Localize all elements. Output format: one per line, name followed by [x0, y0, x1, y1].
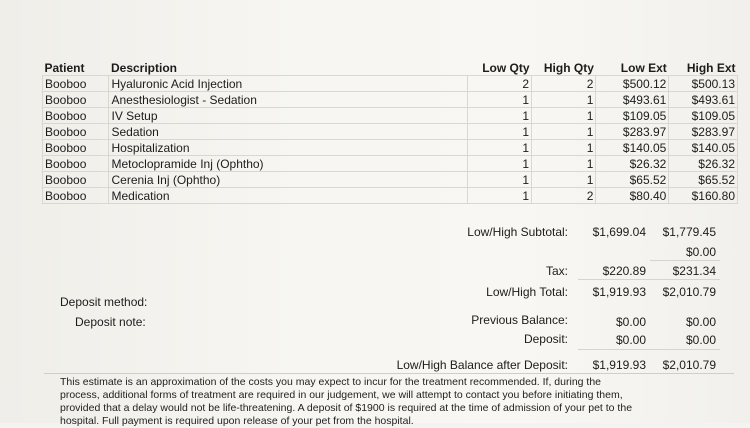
- adjustment-high-value: $0.00: [685, 245, 716, 259]
- deposit-note-label: Deposit note:: [75, 315, 146, 329]
- cell-patient: Booboo: [43, 156, 109, 172]
- tax-high-value: $231.34: [672, 264, 716, 278]
- cell-high-qty: 1: [532, 92, 596, 108]
- deposit-low-value: $0.00: [615, 333, 646, 347]
- total-label: Low/High Total:: [486, 285, 568, 299]
- column-header-low-ext: Low Ext: [620, 61, 667, 75]
- tax-label: Tax:: [545, 264, 568, 278]
- cell-description: Medication: [109, 188, 467, 204]
- column-header-high-qty: High Qty: [543, 61, 594, 75]
- cell-high-qty: 1: [532, 108, 596, 124]
- cell-description: Sedation: [109, 124, 467, 140]
- cell-patient: Booboo: [43, 140, 109, 156]
- cell-low-qty: 1: [467, 124, 531, 140]
- disclaimer-line: This estimate is an approximation of the costs you may expect to incur for the treatment recommended. If, during the: [60, 376, 602, 388]
- divider: [650, 260, 720, 261]
- cell-low-ext: $26.32: [596, 156, 669, 172]
- column-header-description: Description: [110, 61, 177, 75]
- disclaimer-line: hospital. Full payment is required upon release of your pet from the hospital.: [60, 415, 414, 427]
- table-row: [43, 124, 738, 140]
- table-row: [43, 92, 738, 108]
- divider: [578, 279, 720, 280]
- column-header-high-ext: High Ext: [686, 61, 736, 75]
- cell-high-ext: $109.05: [669, 108, 738, 124]
- cell-low-qty: 1: [467, 188, 531, 204]
- deposit-method-label: Deposit method:: [60, 295, 148, 309]
- cell-patient: Booboo: [43, 76, 109, 92]
- subtotal-low-value: $1,699.04: [592, 225, 646, 239]
- cell-description: Anesthesiologist - Sedation: [109, 92, 467, 108]
- cell-high-qty: 2: [532, 188, 596, 204]
- table-header-row: [43, 61, 738, 76]
- cell-low-ext: $109.05: [596, 108, 669, 124]
- subtotal-high-value: $1,779.45: [662, 225, 716, 239]
- cell-low-ext: $493.61: [596, 92, 669, 108]
- table-row: [43, 188, 738, 204]
- cell-high-qty: 1: [532, 172, 596, 188]
- cell-high-ext: $26.32: [669, 156, 738, 172]
- cell-low-qty: 1: [467, 108, 531, 124]
- cell-description: IV Setup: [109, 108, 467, 124]
- table-row: [43, 140, 738, 156]
- cell-low-qty: 1: [467, 156, 531, 172]
- total-high-value: $2,010.79: [662, 285, 716, 299]
- balance-after-deposit-label: Low/High Balance after Deposit:: [396, 358, 568, 372]
- estimate-disclaimer: [60, 376, 730, 428]
- disclaimer-line: provided that a delay would not be life-threatening. A deposit of $1900 is required at the time of admission of your pet to the: [60, 402, 633, 414]
- disclaimer-line: process, additional forms of treatment are required in our judgement, we will attempt to contact you before initiating them,: [60, 389, 623, 401]
- cell-high-qty: 1: [532, 156, 596, 172]
- cell-high-ext: $500.13: [669, 76, 738, 92]
- cell-high-ext: $140.05: [669, 140, 738, 156]
- cell-low-ext: $65.52: [596, 172, 669, 188]
- cell-low-qty: 1: [467, 140, 531, 156]
- tax-low-value: $220.89: [602, 264, 646, 278]
- cell-low-ext: $80.40: [596, 188, 669, 204]
- cell-low-ext: $283.97: [596, 124, 669, 140]
- table-row: [43, 108, 738, 124]
- column-header-patient: Patient: [44, 61, 85, 75]
- estimate-line-items-table: [42, 61, 738, 204]
- cell-low-qty: 2: [467, 76, 531, 92]
- cell-high-qty: 1: [532, 124, 596, 140]
- cell-patient: Booboo: [43, 108, 109, 124]
- cell-description: Hyaluronic Acid Injection: [109, 76, 467, 92]
- section-divider: [44, 373, 734, 374]
- cell-patient: Booboo: [43, 92, 109, 108]
- cell-high-ext: $160.80: [669, 188, 738, 204]
- previous-balance-low-value: $0.00: [615, 315, 646, 329]
- previous-balance-high-value: $0.00: [685, 315, 716, 329]
- cell-patient: Booboo: [43, 188, 109, 204]
- cell-high-qty: 2: [532, 76, 596, 92]
- column-header-low-qty: Low Qty: [482, 61, 530, 75]
- total-low-value: $1,919.93: [592, 285, 646, 299]
- cell-description: Hospitalization: [109, 140, 467, 156]
- cell-low-ext: $500.12: [596, 76, 669, 92]
- table-row: [43, 156, 738, 172]
- previous-balance-label: Previous Balance:: [471, 313, 568, 327]
- table-row: [43, 172, 738, 188]
- cell-high-ext: $283.97: [669, 124, 738, 140]
- cell-patient: Booboo: [43, 172, 109, 188]
- balance-low-value: $1,919.93: [592, 358, 646, 372]
- cell-low-qty: 1: [467, 172, 531, 188]
- cell-description: Cerenia Inj (Ophtho): [109, 172, 467, 188]
- balance-high-value: $2,010.79: [662, 358, 716, 372]
- subtotal-label: Low/High Subtotal:: [467, 225, 568, 239]
- cell-high-ext: $65.52: [669, 172, 738, 188]
- cell-description: Metoclopramide Inj (Ophtho): [109, 156, 467, 172]
- cell-high-ext: $493.61: [669, 92, 738, 108]
- cell-low-qty: 1: [467, 92, 531, 108]
- cell-patient: Booboo: [43, 124, 109, 140]
- cell-high-qty: 1: [532, 140, 596, 156]
- table-row: [43, 76, 738, 92]
- deposit-high-value: $0.00: [685, 333, 716, 347]
- divider: [578, 349, 720, 350]
- deposit-label: Deposit:: [523, 332, 568, 346]
- cell-low-ext: $140.05: [596, 140, 669, 156]
